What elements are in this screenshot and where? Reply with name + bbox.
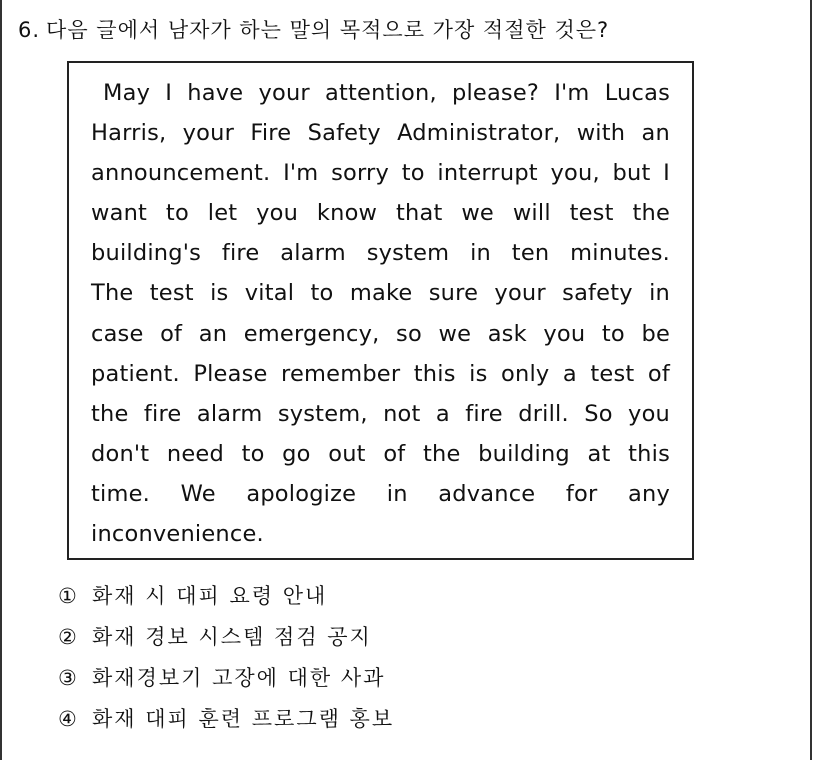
choice-text: 화재 대피 훈련 프로그램 홍보: [92, 707, 395, 731]
passage-line: the fire alarm system, not a fire drill. So you: [91, 400, 670, 427]
choice-marker: ②: [58, 625, 79, 649]
passage-box: [67, 61, 694, 560]
choice-4[interactable]: [58, 699, 394, 740]
passage-line: Harris, your Fire Safety Administrator, with an: [91, 120, 670, 147]
passage-line: time. We apologize in advance for any: [91, 480, 670, 507]
choice-2[interactable]: [58, 617, 394, 658]
choice-marker: ③: [58, 666, 79, 690]
passage-line: patient. Please remember this is only a test of: [91, 360, 670, 387]
question-prompt: [18, 14, 609, 44]
choice-marker: ④: [58, 707, 79, 731]
passage-line: May I have your attention, please? I'm Lucas: [103, 80, 670, 106]
choice-3[interactable]: [58, 658, 394, 699]
choice-text: 화재 시 대피 요령 안내: [92, 584, 328, 608]
passage-line: don't need to go out of the building at this: [91, 440, 670, 467]
choice-text: 화재 경보 시스템 점검 공지: [92, 625, 372, 649]
passage-line: building's fire alarm system in ten minutes.: [91, 240, 670, 267]
answer-choices: [58, 576, 394, 740]
question-number: 6.: [18, 18, 41, 42]
question-text: 다음 글에서 남자가 하는 말의 목적으로 가장 적절한 것은?: [46, 18, 610, 42]
choice-text: 화재경보기 고장에 대한 사과: [92, 666, 386, 690]
choice-1[interactable]: [58, 576, 394, 617]
passage-line: case of an emergency, so we ask you to be: [91, 320, 670, 347]
passage-line: inconvenience.: [91, 521, 264, 548]
choice-marker: ①: [58, 584, 79, 608]
passage-line: The test is vital to make sure your safety in: [91, 280, 670, 307]
passage-line: want to let you know that we will test the: [91, 200, 670, 227]
passage-line: announcement. I'm sorry to interrupt you, but I: [91, 160, 670, 187]
